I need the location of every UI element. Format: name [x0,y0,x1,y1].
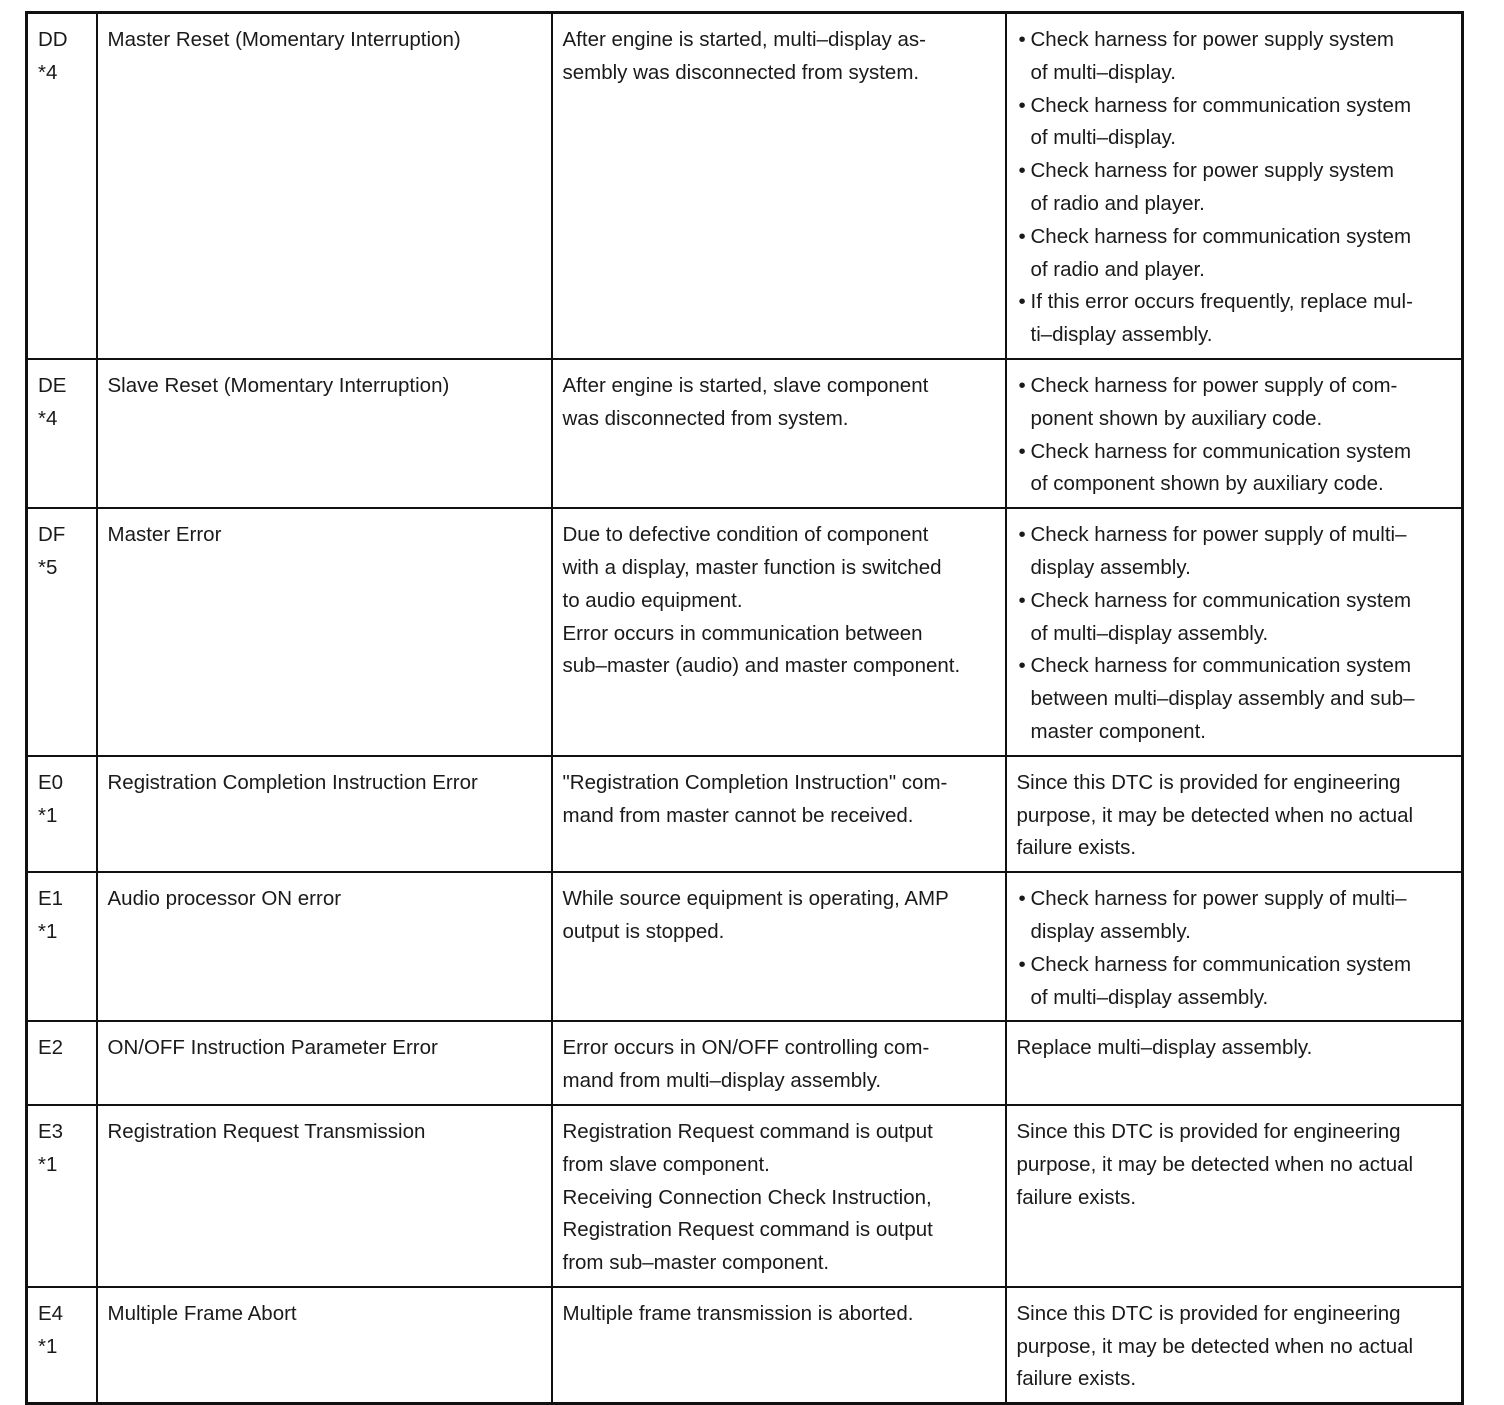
detection-item-cell [97,872,552,1021]
action-line [1019,949,1452,982]
action-line [1019,519,1452,552]
dtc-code-cell [27,508,97,756]
repair-action-cell [1006,872,1463,1021]
action-text: Check harness for communication system [1030,93,1412,117]
action-line: purpose, it may be detected when no actual [1016,803,1414,827]
condition-line: with a display, master function is switched [562,555,942,579]
action-text: of multi–display. [1030,126,1176,150]
dtc-code-cell [27,872,97,1021]
action-line: failure exists. [1016,1367,1137,1391]
table-row [27,359,1463,508]
condition-line: was disconnected from system. [562,406,849,430]
action-line: Since this DTC is provided for engineering [1016,770,1401,794]
trouble-condition-cell [552,13,1006,359]
condition-line: After engine is started, multi–display as- [562,28,926,51]
action-line [1019,618,1452,651]
detection-item: Master Reset (Momentary Interruption) [107,28,461,51]
dtc-code-cell [27,756,97,872]
bullet-icon: • [1018,439,1026,463]
condition-line: Registration Request command is output [562,1218,933,1242]
detection-item: Registration Completion Instruction Error [107,770,478,794]
condition-line: Multiple frame transmission is aborted. [562,1301,914,1325]
repair-action-cell [1006,1105,1463,1287]
detection-item-cell [97,1021,552,1105]
dtc-note: *5 [38,555,58,579]
bullet-icon: • [1018,290,1026,314]
action-text: ti–display assembly. [1030,323,1213,347]
detection-item: Multiple Frame Abort [107,1301,297,1325]
action-line [1019,436,1452,469]
table-row [27,1021,1463,1105]
detection-item-cell [97,1105,552,1287]
action-line [1019,57,1452,90]
condition-line: mand from master cannot be received. [562,803,914,827]
condition-line: Registration Request command is output [562,1119,933,1143]
bullet-icon: • [1018,224,1026,248]
action-line [1019,650,1452,683]
condition-line: sembly was disconnected from system. [562,60,920,84]
action-line [1019,716,1452,749]
table-row [27,1287,1463,1404]
detection-item-cell [97,756,552,872]
action-line: Since this DTC is provided for engineering [1016,1301,1401,1325]
detection-item-cell [97,508,552,756]
condition-line: "Registration Completion Instruction" com- [562,770,948,794]
table-row [27,872,1463,1021]
detection-item: Master Error [107,523,222,547]
table-row [27,756,1463,872]
bullet-icon: • [1018,93,1026,117]
bullet-icon: • [1018,523,1026,547]
dtc-code-cell [27,1287,97,1404]
action-line [1019,90,1452,123]
action-text: of multi–display assembly. [1030,621,1269,645]
trouble-condition-cell [552,872,1006,1021]
action-text: Check harness for power supply of multi– [1030,887,1407,911]
detection-item-cell [97,13,552,359]
action-line [1019,916,1452,949]
dtc-code: E3 [38,1119,64,1143]
action-line [1019,221,1452,254]
dtc-code-cell [27,1105,97,1287]
condition-line: sub–master (audio) and master component. [562,654,961,678]
dtc-code: E1 [38,887,64,911]
dtc-note: *1 [38,1152,58,1176]
bullet-icon: • [1018,159,1026,183]
dtc-note: *4 [38,406,58,430]
action-line [1019,585,1452,618]
action-line [1019,286,1452,319]
dtc-code: E4 [38,1301,64,1325]
action-line [1019,254,1452,287]
repair-action-cell [1006,508,1463,756]
dtc-table [25,11,1464,1405]
action-line [1019,468,1452,501]
action-text: Check harness for communication system [1030,952,1412,976]
action-line: Replace multi–display assembly. [1016,1036,1313,1060]
dtc-code: DF [38,523,66,547]
action-text: display assembly. [1030,919,1191,943]
bullet-icon: • [1018,373,1026,397]
condition-line: from sub–master component. [562,1251,830,1275]
condition-line: to audio equipment. [562,588,743,612]
action-text: Check harness for communication system [1030,439,1412,463]
bullet-icon: • [1018,588,1026,612]
repair-action-cell [1006,1287,1463,1404]
action-line: purpose, it may be detected when no actual [1016,1334,1414,1358]
action-line [1019,122,1452,155]
condition-line: Error occurs in ON/OFF controlling com- [562,1036,930,1060]
dtc-code: DE [38,373,67,397]
action-line [1019,683,1452,716]
dtc-note: *1 [38,1334,58,1358]
table-row [27,13,1463,359]
action-text: Check harness for communication system [1030,654,1412,678]
condition-line: While source equipment is operating, AMP [562,887,949,911]
action-line: Since this DTC is provided for engineering [1016,1119,1401,1143]
detection-item-cell [97,1287,552,1404]
action-line [1019,370,1452,403]
trouble-condition-cell [552,359,1006,508]
dtc-code-cell [27,13,97,359]
bullet-icon: • [1018,887,1026,911]
trouble-condition-cell [552,1287,1006,1404]
dtc-note: *1 [38,803,58,827]
action-line [1019,883,1452,916]
action-text: display assembly. [1030,555,1191,579]
trouble-condition-cell [552,1021,1006,1105]
dtc-code: DD [38,28,68,51]
action-line [1019,552,1452,585]
action-text: Check harness for power supply of com- [1030,373,1398,397]
dtc-code-cell [27,1021,97,1105]
bullet-icon: • [1018,952,1026,976]
action-text: between multi–display assembly and sub– [1030,687,1415,711]
action-line [1019,319,1452,352]
repair-action-cell [1006,1021,1463,1105]
trouble-condition-cell [552,756,1006,872]
condition-line: Receiving Connection Check Instruction, [562,1185,932,1209]
action-text: of radio and player. [1030,191,1205,215]
condition-line: Error occurs in communication between [562,621,923,645]
dtc-note: *4 [38,60,58,84]
action-line: failure exists. [1016,836,1137,860]
action-text: Check harness for power supply system [1030,159,1394,183]
table-row [27,508,1463,756]
condition-line: mand from multi–display assembly. [562,1069,882,1093]
dtc-table-body [27,13,1463,1404]
repair-action-cell [1006,359,1463,508]
detection-item-cell [97,359,552,508]
condition-line: output is stopped. [562,919,725,943]
action-line: failure exists. [1016,1185,1137,1209]
action-line [1019,188,1452,221]
dtc-code: E2 [38,1036,64,1060]
repair-action-cell [1006,756,1463,872]
action-text: of component shown by auxiliary code. [1030,472,1384,496]
repair-action-cell [1006,13,1463,359]
action-text: ponent shown by auxiliary code. [1030,406,1323,430]
action-text: Check harness for power supply of multi– [1030,523,1407,547]
detection-item: Slave Reset (Momentary Interruption) [107,373,450,397]
action-text: Check harness for communication system [1030,224,1412,248]
detection-item: Audio processor ON error [107,887,342,911]
action-line [1019,24,1452,57]
detection-item: Registration Request Transmission [107,1119,426,1143]
action-text: master component. [1030,719,1206,743]
trouble-condition-cell [552,508,1006,756]
condition-line: Due to defective condition of component [562,523,929,547]
action-text: of multi–display assembly. [1030,985,1269,1009]
action-text: Check harness for communication system [1030,588,1412,612]
action-text: of multi–display. [1030,60,1176,84]
action-text: of radio and player. [1030,257,1205,281]
table-row [27,1105,1463,1287]
action-text: Check harness for power supply system [1030,28,1394,51]
action-line [1019,403,1452,436]
bullet-icon: • [1018,654,1026,678]
action-text: If this error occurs frequently, replace mul- [1030,290,1413,314]
bullet-icon: • [1018,28,1026,51]
dtc-code-cell [27,359,97,508]
dtc-code: E0 [38,770,64,794]
action-line: purpose, it may be detected when no actual [1016,1152,1414,1176]
trouble-condition-cell [552,1105,1006,1287]
action-line [1019,155,1452,188]
condition-line: After engine is started, slave component [562,373,929,397]
action-line [1019,982,1452,1015]
dtc-note: *1 [38,919,58,943]
condition-line: from slave component. [562,1152,770,1176]
detection-item: ON/OFF Instruction Parameter Error [107,1036,438,1060]
